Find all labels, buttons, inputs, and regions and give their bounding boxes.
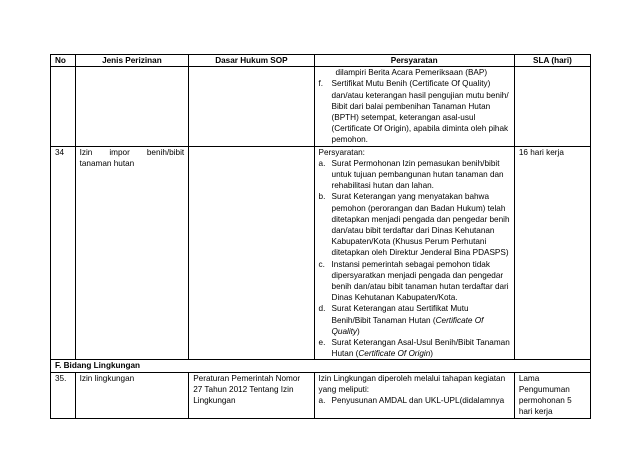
section-title: F. Bidang Lingkungan xyxy=(51,360,591,372)
row-number: 34 xyxy=(51,146,76,360)
persyaratan-cell xyxy=(314,372,514,418)
list-item: f. Sertifikat Mutu Benih (Certificate Of Quality) dan/atau keterangan hasil pengujian mutu benih/ Bibit dari balai pembenihan Tanaman Hutan (BPTH) setempat, keterangan asal-usul (Certificate Of Origin), apabila diminta oleh pihak pemohon. xyxy=(318,79,509,145)
table-row-continued xyxy=(51,67,591,146)
header-jenis-perizinan: Jenis Perizinan xyxy=(75,55,189,67)
list-item: e. Surat Keterangan Asal-Usul Benih/Bibit Tanaman Hutan (Certificate Of Origin) xyxy=(318,338,510,359)
sla-cell: Lama Pengumuman permohonan 5 hari kerja xyxy=(514,372,590,418)
requirement-list-cont xyxy=(319,303,510,359)
persyaratan-cell xyxy=(314,67,514,146)
header-persyaratan: Persyaratan xyxy=(314,55,514,67)
requirement-list xyxy=(319,158,510,304)
table-row-34 xyxy=(51,146,591,360)
continuation-text: dilampiri Berita Acara Pemeriksaan (BAP) xyxy=(335,68,488,78)
table-header-row xyxy=(51,55,591,67)
persyaratan-intro: Persyaratan: xyxy=(318,147,365,157)
perizinan-table xyxy=(50,54,591,419)
list-item: d. Surat Keterangan atau Sertifikat Mutu Benih/Bibit Tanaman Hutan (Certificate Of Quality) xyxy=(318,304,484,336)
list-item: a. Penyusunan AMDAL dan UKL-UPL(didalamnya xyxy=(318,396,505,406)
requirement-list xyxy=(319,78,510,145)
table-row-35 xyxy=(51,372,591,418)
persyaratan-intro: Izin Lingkungan diperoleh melalui tahapan kegiatan yang meliputi: xyxy=(318,373,506,394)
jenis-perizinan-cell: Izin impor benih/bibit tanaman hutan xyxy=(75,146,189,360)
dasar-hukum-cell: Peraturan Pemerintah Nomor 27 Tahun 2012 Tentang Izin Lingkungan xyxy=(189,372,314,418)
persyaratan-cell xyxy=(314,146,514,360)
list-item: b. Surat Keterangan yang menyatakan bahwa pemohon (perorangan dan Badan Hukum) telah ditetapkan menjadi pengada dan pengedar benih dan/atau bibit terdaftar dari Dinas Kehutanan Kabupaten/Kota (Khusus Perum Perhutani ditetapkan oleh Direktur Jenderal Bina PDASPS) xyxy=(318,192,510,258)
row-number: 35. xyxy=(51,372,76,418)
header-dasar-hukum: Dasar Hukum SOP xyxy=(189,55,314,67)
jenis-perizinan-cell: Izin lingkungan xyxy=(75,372,189,418)
header-no: No xyxy=(51,55,76,67)
document-page xyxy=(50,54,591,419)
list-item: c. Instansi pemerintah sebagai pemohon tidak dipersyaratkan menjadi pengada dan pengedar benih dan/atau bibit tanaman hutan terdaftar dari Dinas Kehutanan Kabupaten/Kota. xyxy=(318,259,509,303)
dasar-hukum-cell xyxy=(189,146,314,360)
list-item: a. Surat Permohonan Izin pemasukan benih/bibit untuk tujuan pembangunan hutan tanaman dan rehabilitasi hutan dan lahan. xyxy=(318,158,504,191)
requirement-list xyxy=(319,395,510,406)
header-sla: SLA (hari) xyxy=(514,55,590,67)
section-row-f xyxy=(51,360,591,372)
sla-cell: 16 hari kerja xyxy=(514,146,590,360)
